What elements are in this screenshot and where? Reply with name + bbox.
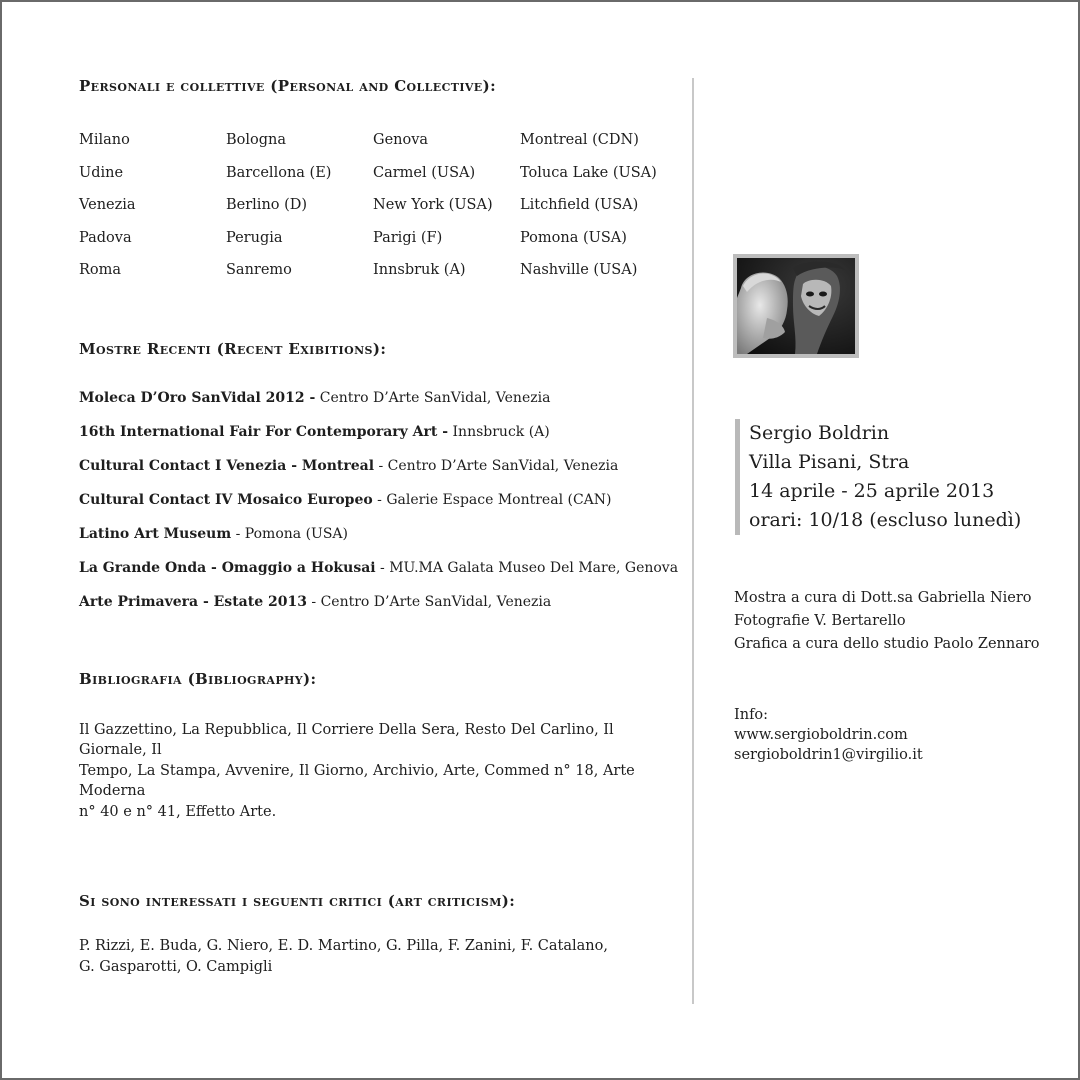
city-item: Padova — [79, 229, 132, 246]
heading-bibliography: Bibliografia (Bibliography): — [79, 669, 317, 688]
exhibition-place: Innsbruck (A) — [448, 423, 550, 440]
heading-critics: Si sono interessati i seguenti critici (art criticism): — [79, 892, 516, 911]
critics-text — [79, 936, 669, 977]
exhibition-item — [79, 390, 669, 424]
exhibition-title: Cultural Contact I Venezia - Montreal — [79, 457, 375, 474]
exhibitions-list — [79, 389, 679, 628]
credit-graphics: Grafica a cura dello studio Paolo Zennaro — [734, 636, 1040, 652]
city-item: Perugia — [226, 229, 283, 246]
city-item: Toluca Lake (USA) — [520, 164, 657, 181]
exhibition-item — [79, 458, 669, 492]
cities-grid — [79, 132, 669, 295]
exhibition-item — [79, 526, 669, 560]
exhibition-place: - Centro D’Arte SanVidal, Venezia — [306, 593, 552, 610]
heading-personal-collective: Personali e collettive (Personal and Collective): — [79, 77, 497, 95]
info-label: Info: — [734, 707, 769, 723]
bibliography-text — [79, 720, 669, 823]
exhibition-item — [79, 594, 669, 628]
credit-curator: Mostra a cura di Dott.sa Gabriella Niero — [734, 590, 1032, 606]
email-link[interactable]: sergioboldrin1@virgilio.it — [734, 747, 923, 763]
event-hours: orari: 10/18 (escluso lunedì) — [749, 509, 1022, 531]
city-item: Nashville (USA) — [520, 262, 638, 279]
artist-photo — [733, 254, 859, 358]
city-item: Bologna — [226, 132, 287, 148]
exhibition-title: La Grande Onda - Omaggio a Hokusai — [79, 559, 376, 576]
city-item: Udine — [79, 164, 124, 181]
city-item: Venezia — [79, 197, 136, 214]
critics-line: P. Rizzi, E. Buda, G. Niero, E. D. Martino, G. Pilla, F. Zanini, F. Catalano, — [79, 938, 608, 955]
exhibition-item — [79, 492, 669, 526]
heading-recent-exhibitions: Mostre Recenti (Recent Exibitions): — [79, 339, 387, 358]
credits — [734, 587, 1040, 656]
exhibition-place: - Galerie Espace Montreal (CAN) — [372, 491, 612, 508]
website-link[interactable]: www.sergioboldrin.com — [734, 727, 908, 743]
city-item: Carmel (USA) — [373, 164, 476, 181]
artist-photo-image — [737, 258, 855, 354]
artist-name: Sergio Boldrin — [749, 422, 890, 444]
bibliography-line: Il Gazzettino, La Repubblica, Il Corriere Della Sera, Resto Del Carlino, Il Giornale, Il — [79, 721, 614, 759]
city-item: Parigi (F) — [373, 229, 443, 246]
city-item: Roma — [79, 262, 122, 279]
exhibition-place: - MU.MA Galata Museo Del Mare, Genova — [375, 559, 679, 576]
city-item: Pomona (USA) — [520, 229, 627, 246]
city-item: New York (USA) — [373, 197, 493, 214]
city-item: Innsbruk (A) — [373, 262, 466, 279]
city-item: Barcellona (E) — [226, 164, 332, 181]
exhibition-place: Centro D’Arte SanVidal, Venezia — [315, 389, 551, 406]
exhibition-title: Cultural Contact IV Mosaico Europeo — [79, 491, 373, 508]
left-column — [79, 75, 679, 977]
exhibition-place: - Pomona (USA) — [231, 525, 348, 542]
city-item: Genova — [373, 132, 429, 148]
contact-info — [734, 705, 923, 765]
exhibition-item — [79, 559, 679, 594]
exhibition-title: Latino Art Museum — [79, 525, 232, 542]
exhibition-item — [79, 424, 669, 458]
city-item: Sanremo — [226, 262, 292, 279]
city-item: Milano — [79, 132, 130, 148]
exhibition-title: Arte Primavera - Estate 2013 — [79, 593, 307, 610]
bibliography-line: n° 40 e n° 41, Effetto Arte. — [79, 803, 277, 820]
exhibition-title: 16th International Fair For Contemporary Art - — [79, 423, 449, 440]
event-venue: Villa Pisani, Stra — [749, 451, 910, 473]
exhibition-place: - Centro D’Arte SanVidal, Venezia — [374, 457, 619, 474]
city-item: Montreal (CDN) — [520, 132, 639, 148]
event-info — [735, 419, 1021, 535]
critics-line: G. Gasparotti, O. Campigli — [79, 958, 273, 975]
exhibition-title: Moleca D’Oro SanVidal 2012 - — [79, 389, 316, 406]
event-dates: 14 aprile - 25 aprile 2013 — [749, 480, 995, 502]
city-item: Litchfield (USA) — [520, 197, 639, 214]
city-item: Berlino (D) — [226, 197, 308, 214]
credit-photography: Fotografie V. Bertarello — [734, 613, 906, 629]
column-divider — [692, 78, 694, 1004]
bibliography-line: Tempo, La Stampa, Avvenire, Il Giorno, Archivio, Arte, Commed n° 18, Arte Moderna — [79, 762, 635, 800]
